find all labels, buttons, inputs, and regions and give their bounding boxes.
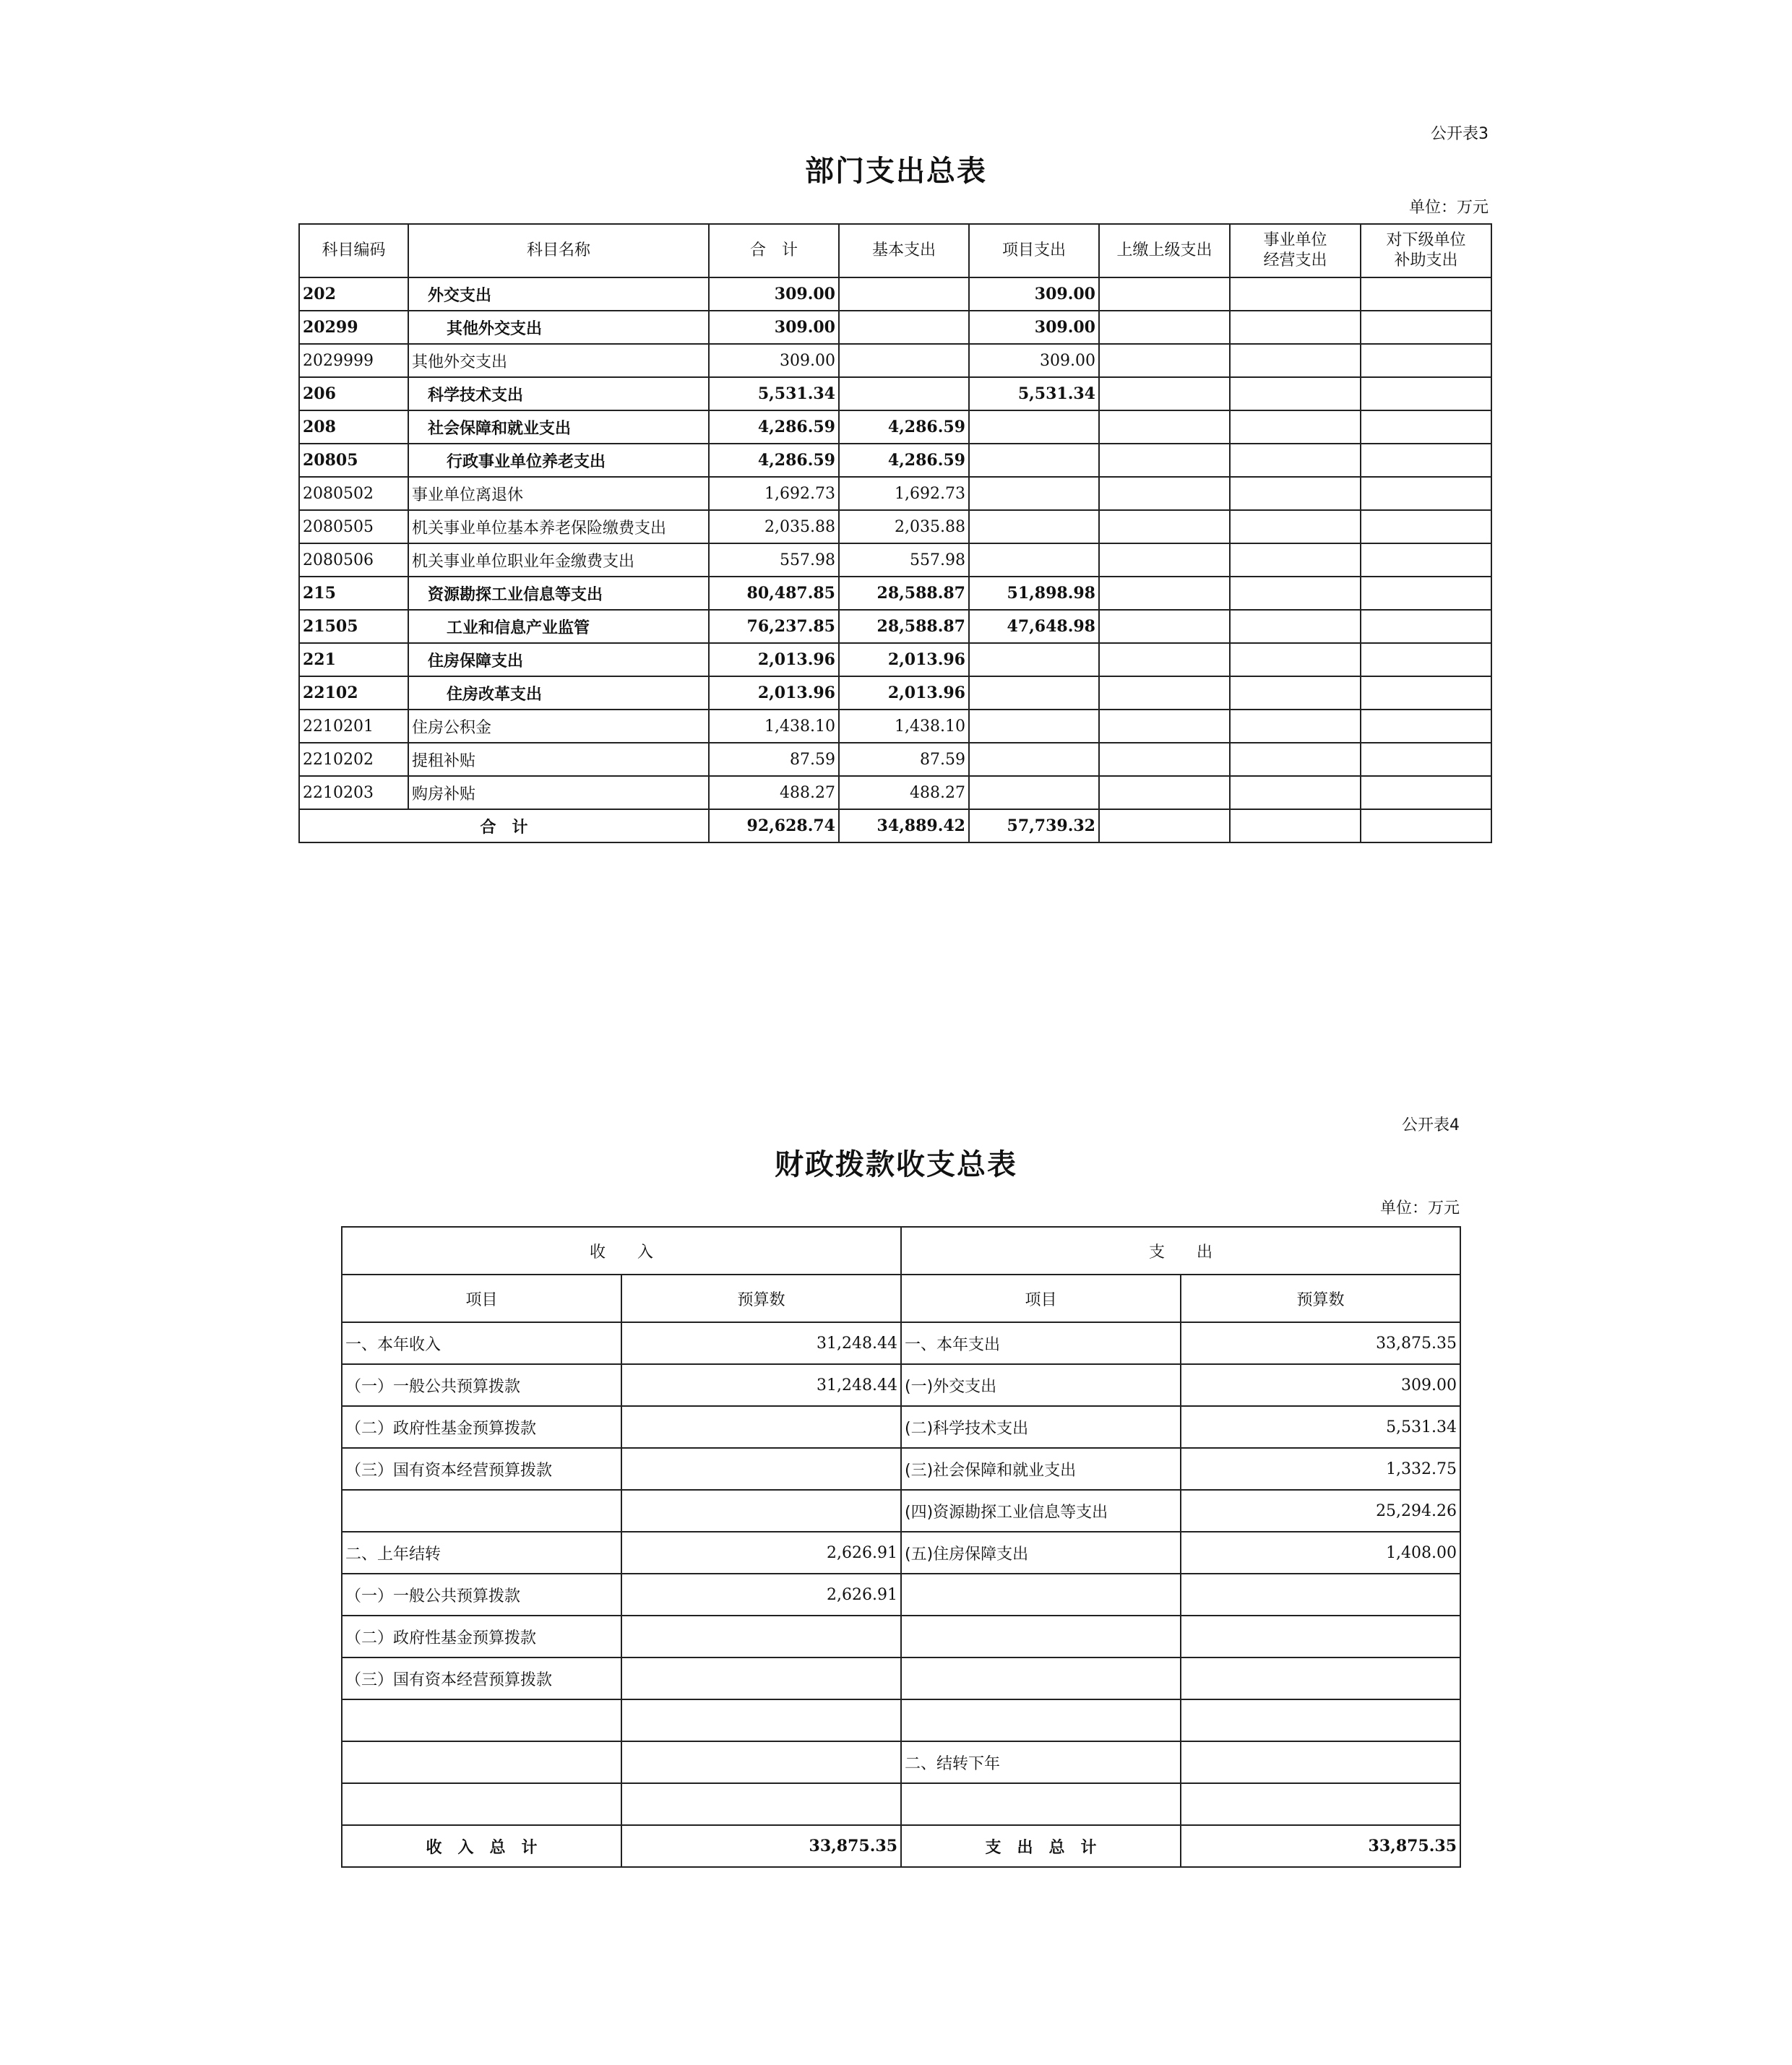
row-subsidy xyxy=(1361,776,1491,809)
col-business-header: 事业单位 经营支出 xyxy=(1230,224,1361,277)
row-project: 309.00 xyxy=(969,344,1099,377)
row-business xyxy=(1230,311,1361,344)
row-subsidy xyxy=(1361,676,1491,710)
expense-amount xyxy=(1181,1741,1460,1783)
table-row xyxy=(342,1699,1460,1741)
row-business xyxy=(1230,710,1361,743)
row-business xyxy=(1230,344,1361,377)
table-row xyxy=(299,776,1491,809)
row-total: 80,487.85 xyxy=(709,577,839,610)
income-amount xyxy=(621,1741,901,1783)
col-name-header: 科目名称 xyxy=(408,224,709,277)
table-row xyxy=(342,1783,1460,1825)
row-subsidy xyxy=(1361,410,1491,444)
income-item xyxy=(342,1490,621,1532)
total-total: 92,628.74 xyxy=(709,809,839,842)
row-code: 20299 xyxy=(299,311,408,344)
expense-item: (二)科学技术支出 xyxy=(901,1406,1181,1448)
table-row xyxy=(299,510,1491,543)
row-upper xyxy=(1099,543,1230,577)
expense-item: (五)住房保障支出 xyxy=(901,1532,1181,1574)
row-project xyxy=(969,477,1099,510)
row-name: 资源勘探工业信息等支出 xyxy=(408,577,709,610)
row-basic: 4,286.59 xyxy=(839,444,969,477)
row-upper xyxy=(1099,776,1230,809)
row-name: 住房公积金 xyxy=(408,710,709,743)
row-project xyxy=(969,710,1099,743)
row-name: 外交支出 xyxy=(408,277,709,311)
row-total: 5,531.34 xyxy=(709,377,839,410)
row-business xyxy=(1230,676,1361,710)
income-item-header: 项目 xyxy=(342,1275,621,1322)
row-subsidy xyxy=(1361,610,1491,643)
row-name: 工业和信息产业监管 xyxy=(408,610,709,643)
expense-item xyxy=(901,1616,1181,1657)
row-business xyxy=(1230,444,1361,477)
total-label: 合 计 xyxy=(299,809,709,842)
row-basic xyxy=(839,377,969,410)
row-basic xyxy=(839,277,969,311)
row-upper xyxy=(1099,743,1230,776)
row-upper xyxy=(1099,710,1230,743)
expense-header: 支 出 xyxy=(901,1227,1460,1275)
row-basic: 2,035.88 xyxy=(839,510,969,543)
expense-item-header: 项目 xyxy=(901,1275,1181,1322)
row-basic: 4,286.59 xyxy=(839,410,969,444)
expense-amount xyxy=(1181,1699,1460,1741)
row-subsidy xyxy=(1361,743,1491,776)
row-code: 2210202 xyxy=(299,743,408,776)
table-row xyxy=(299,311,1491,344)
income-item xyxy=(342,1783,621,1825)
row-upper xyxy=(1099,410,1230,444)
table4-title: 财政拨款收支总表 xyxy=(775,1147,1017,1181)
total-business xyxy=(1230,809,1361,842)
row-subsidy xyxy=(1361,477,1491,510)
row-business xyxy=(1230,477,1361,510)
row-name: 事业单位离退休 xyxy=(408,477,709,510)
row-subsidy xyxy=(1361,643,1491,676)
row-upper xyxy=(1099,344,1230,377)
expense-item xyxy=(901,1783,1181,1825)
table3-body xyxy=(299,277,1491,809)
expense-item: 一、本年支出 xyxy=(901,1322,1181,1364)
table-row xyxy=(342,1448,1460,1490)
row-business xyxy=(1230,577,1361,610)
table-row xyxy=(342,1741,1460,1783)
table-row xyxy=(342,1322,1460,1364)
table-row xyxy=(299,643,1491,676)
row-code: 206 xyxy=(299,377,408,410)
row-name: 机关事业单位职业年金缴费支出 xyxy=(408,543,709,577)
table-row xyxy=(299,676,1491,710)
row-upper xyxy=(1099,577,1230,610)
income-amount xyxy=(621,1616,901,1657)
row-total: 4,286.59 xyxy=(709,444,839,477)
income-item: （一）一般公共预算拨款 xyxy=(342,1574,621,1616)
expense-total-value: 33,875.35 xyxy=(1181,1825,1460,1867)
row-subsidy xyxy=(1361,444,1491,477)
row-code: 215 xyxy=(299,577,408,610)
expense-item: 二、结转下年 xyxy=(901,1741,1181,1783)
row-code: 2210203 xyxy=(299,776,408,809)
table-row xyxy=(299,410,1491,444)
income-item: （三）国有资本经营预算拨款 xyxy=(342,1448,621,1490)
row-subsidy xyxy=(1361,577,1491,610)
row-subsidy xyxy=(1361,311,1491,344)
row-upper xyxy=(1099,377,1230,410)
row-name: 科学技术支出 xyxy=(408,377,709,410)
row-upper xyxy=(1099,676,1230,710)
row-business xyxy=(1230,543,1361,577)
table-row xyxy=(342,1406,1460,1448)
expense-item: (三)社会保障和就业支出 xyxy=(901,1448,1181,1490)
row-basic: 557.98 xyxy=(839,543,969,577)
income-total-label: 收 入 总 计 xyxy=(342,1825,621,1867)
row-project xyxy=(969,410,1099,444)
row-basic: 1,692.73 xyxy=(839,477,969,510)
row-business xyxy=(1230,510,1361,543)
table-row xyxy=(299,444,1491,477)
row-subsidy xyxy=(1361,377,1491,410)
income-item: （二）政府性基金预算拨款 xyxy=(342,1406,621,1448)
row-upper xyxy=(1099,510,1230,543)
col-total-header: 合 计 xyxy=(709,224,839,277)
row-name: 住房保障支出 xyxy=(408,643,709,676)
fiscal-appropriation-table xyxy=(341,1226,1461,1868)
table-row xyxy=(299,377,1491,410)
income-amount xyxy=(621,1699,901,1741)
row-total: 2,013.96 xyxy=(709,643,839,676)
row-business xyxy=(1230,776,1361,809)
row-business xyxy=(1230,277,1361,311)
income-item xyxy=(342,1741,621,1783)
expense-amount: 309.00 xyxy=(1181,1364,1460,1406)
row-basic: 87.59 xyxy=(839,743,969,776)
col-subsidy-header: 对下级单位 补助支出 xyxy=(1361,224,1491,277)
row-total: 309.00 xyxy=(709,311,839,344)
table4-body xyxy=(342,1227,1460,1825)
income-amount-header: 预算数 xyxy=(621,1275,901,1322)
col-upper-header: 上缴上级支出 xyxy=(1099,224,1230,277)
total-basic: 34,889.42 xyxy=(839,809,969,842)
expense-amount xyxy=(1181,1574,1460,1616)
row-name: 社会保障和就业支出 xyxy=(408,410,709,444)
row-subsidy xyxy=(1361,344,1491,377)
income-amount: 2,626.91 xyxy=(621,1532,901,1574)
total-project: 57,739.32 xyxy=(969,809,1099,842)
row-business xyxy=(1230,610,1361,643)
row-upper xyxy=(1099,610,1230,643)
expense-total-label: 支 出 总 计 xyxy=(901,1825,1181,1867)
row-subsidy xyxy=(1361,543,1491,577)
department-expenditure-table xyxy=(298,223,1492,843)
row-name: 行政事业单位养老支出 xyxy=(408,444,709,477)
income-header: 收 入 xyxy=(342,1227,901,1275)
table-row xyxy=(299,710,1491,743)
row-project: 5,531.34 xyxy=(969,377,1099,410)
row-code: 2210201 xyxy=(299,710,408,743)
col-code-header: 科目编码 xyxy=(299,224,408,277)
row-project xyxy=(969,776,1099,809)
total-subsidy xyxy=(1361,809,1491,842)
row-code: 202 xyxy=(299,277,408,311)
row-basic xyxy=(839,311,969,344)
table-row xyxy=(299,277,1491,311)
table-row xyxy=(299,610,1491,643)
table4-unit: 单位：万元 xyxy=(1379,1199,1460,1217)
expense-amount xyxy=(1181,1657,1460,1699)
expense-amount-header: 预算数 xyxy=(1181,1275,1460,1322)
row-project xyxy=(969,743,1099,776)
row-name: 购房补贴 xyxy=(408,776,709,809)
row-subsidy xyxy=(1361,277,1491,311)
row-name: 住房改革支出 xyxy=(408,676,709,710)
row-code: 2029999 xyxy=(299,344,408,377)
row-code: 2080506 xyxy=(299,543,408,577)
table-row xyxy=(299,743,1491,776)
row-basic: 1,438.10 xyxy=(839,710,969,743)
row-code: 221 xyxy=(299,643,408,676)
income-total-value: 33,875.35 xyxy=(621,1825,901,1867)
table-row xyxy=(342,1490,1460,1532)
row-name: 其他外交支出 xyxy=(408,311,709,344)
table4-total-row xyxy=(342,1825,1460,1867)
row-business xyxy=(1230,743,1361,776)
table3-title: 部门支出总表 xyxy=(805,154,987,188)
row-total: 2,035.88 xyxy=(709,510,839,543)
row-total: 309.00 xyxy=(709,344,839,377)
table-row xyxy=(299,577,1491,610)
row-subsidy xyxy=(1361,710,1491,743)
row-basic: 28,588.87 xyxy=(839,577,969,610)
row-total: 557.98 xyxy=(709,543,839,577)
table4-tag: 公开表4 xyxy=(1402,1116,1460,1134)
expense-amount: 33,875.35 xyxy=(1181,1322,1460,1364)
row-upper xyxy=(1099,643,1230,676)
row-subsidy xyxy=(1361,510,1491,543)
income-item: 一、本年收入 xyxy=(342,1322,621,1364)
table-row xyxy=(342,1532,1460,1574)
total-upper xyxy=(1099,809,1230,842)
row-project xyxy=(969,643,1099,676)
table-row xyxy=(342,1657,1460,1699)
table-row xyxy=(342,1574,1460,1616)
row-code: 2080505 xyxy=(299,510,408,543)
row-business xyxy=(1230,377,1361,410)
table-row xyxy=(299,543,1491,577)
row-upper xyxy=(1099,277,1230,311)
row-business xyxy=(1230,410,1361,444)
row-name: 机关事业单位基本养老保险缴费支出 xyxy=(408,510,709,543)
table3-unit: 单位：万元 xyxy=(1408,199,1489,217)
row-upper xyxy=(1099,444,1230,477)
table-row xyxy=(342,1364,1460,1406)
table3-tag: 公开表3 xyxy=(1431,125,1489,143)
income-amount xyxy=(621,1448,901,1490)
row-upper xyxy=(1099,311,1230,344)
expense-item: (四)资源勘探工业信息等支出 xyxy=(901,1490,1181,1532)
income-amount: 2,626.91 xyxy=(621,1574,901,1616)
col-basic-header: 基本支出 xyxy=(839,224,969,277)
expense-item xyxy=(901,1657,1181,1699)
expense-amount xyxy=(1181,1783,1460,1825)
row-upper xyxy=(1099,477,1230,510)
row-total: 1,438.10 xyxy=(709,710,839,743)
expense-item xyxy=(901,1574,1181,1616)
row-total: 309.00 xyxy=(709,277,839,311)
row-project: 309.00 xyxy=(969,311,1099,344)
expense-amount: 5,531.34 xyxy=(1181,1406,1460,1448)
row-code: 22102 xyxy=(299,676,408,710)
income-item: （三）国有资本经营预算拨款 xyxy=(342,1657,621,1699)
table-row xyxy=(299,344,1491,377)
row-code: 2080502 xyxy=(299,477,408,510)
row-total: 1,692.73 xyxy=(709,477,839,510)
expense-amount xyxy=(1181,1616,1460,1657)
row-total: 76,237.85 xyxy=(709,610,839,643)
row-project xyxy=(969,543,1099,577)
table-row xyxy=(342,1616,1460,1657)
row-total: 87.59 xyxy=(709,743,839,776)
income-amount xyxy=(621,1657,901,1699)
income-item xyxy=(342,1699,621,1741)
row-project: 47,648.98 xyxy=(969,610,1099,643)
expense-amount: 1,332.75 xyxy=(1181,1448,1460,1490)
table-row xyxy=(299,477,1491,510)
income-item: （二）政府性基金预算拨款 xyxy=(342,1616,621,1657)
income-item: 二、上年结转 xyxy=(342,1532,621,1574)
row-basic: 2,013.96 xyxy=(839,676,969,710)
row-basic: 28,588.87 xyxy=(839,610,969,643)
income-amount: 31,248.44 xyxy=(621,1364,901,1406)
row-code: 208 xyxy=(299,410,408,444)
income-amount xyxy=(621,1783,901,1825)
row-name: 提租补贴 xyxy=(408,743,709,776)
expense-item: (一)外交支出 xyxy=(901,1364,1181,1406)
row-basic xyxy=(839,344,969,377)
row-basic: 488.27 xyxy=(839,776,969,809)
expense-item xyxy=(901,1699,1181,1741)
row-project xyxy=(969,444,1099,477)
row-basic: 2,013.96 xyxy=(839,643,969,676)
expense-amount: 1,408.00 xyxy=(1181,1532,1460,1574)
row-total: 2,013.96 xyxy=(709,676,839,710)
col-project-header: 项目支出 xyxy=(969,224,1099,277)
table3-total-row xyxy=(299,809,1491,842)
income-amount: 31,248.44 xyxy=(621,1322,901,1364)
row-code: 21505 xyxy=(299,610,408,643)
row-name: 其他外交支出 xyxy=(408,344,709,377)
row-project: 51,898.98 xyxy=(969,577,1099,610)
income-item: （一）一般公共预算拨款 xyxy=(342,1364,621,1406)
income-amount xyxy=(621,1406,901,1448)
income-amount xyxy=(621,1490,901,1532)
row-project: 309.00 xyxy=(969,277,1099,311)
row-project xyxy=(969,510,1099,543)
row-total: 4,286.59 xyxy=(709,410,839,444)
row-business xyxy=(1230,643,1361,676)
row-total: 488.27 xyxy=(709,776,839,809)
row-code: 20805 xyxy=(299,444,408,477)
row-project xyxy=(969,676,1099,710)
expense-amount: 25,294.26 xyxy=(1181,1490,1460,1532)
